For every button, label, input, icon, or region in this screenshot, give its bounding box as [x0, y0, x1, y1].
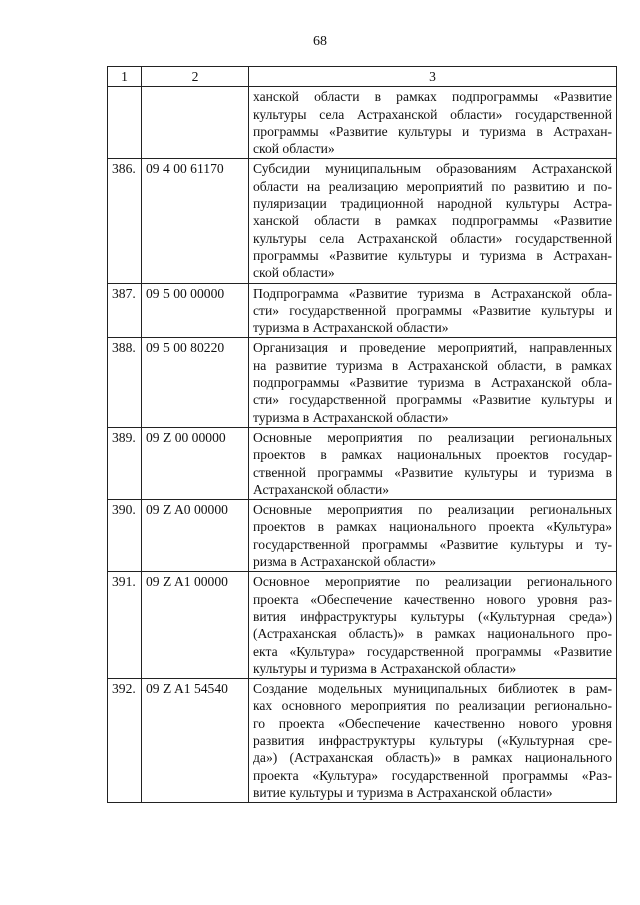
- row-number: 390.: [108, 500, 142, 572]
- description-line: программы «Развитие культуры и туризма в Астрахан-: [253, 123, 612, 139]
- table-row: [108, 87, 617, 159]
- description-line: пуляризации традиционной народной культуры Астра-: [253, 196, 612, 212]
- description-line: Астраханской области»: [253, 481, 390, 497]
- description-line: культуры и туризма в Астраханской области»: [253, 660, 517, 676]
- description-line: (Астраханская область)» в рамках национального про-: [253, 626, 612, 642]
- row-number: 386.: [108, 159, 142, 283]
- description-line: развития инфраструктуры культуры («Культурная сре-: [253, 732, 612, 748]
- description-line: Субсидии муниципальным образованиям Астраханской: [253, 161, 612, 177]
- description-line: проекта «Обеспечение качественно нового уровня раз-: [253, 591, 612, 607]
- item-description: [249, 679, 617, 803]
- description-line: Подпрограмма «Развитие туризма в Астраханской обла-: [253, 285, 612, 301]
- classification-code: 09 5 00 00000: [142, 283, 249, 338]
- item-description: [249, 572, 617, 679]
- classification-code: [142, 87, 249, 159]
- description-line: Организация и проведение мероприятий, направленных: [253, 340, 612, 356]
- description-line: го проекта «Обеспечение качественно нового уровня: [253, 715, 612, 731]
- description-line: екта «Культура» государственной программы «Развитие: [253, 643, 612, 659]
- row-number: 392.: [108, 679, 142, 803]
- description-line: сти» государственной программы «Развитие культуры и: [253, 302, 612, 318]
- classification-code: 09 Z A1 00000: [142, 572, 249, 679]
- classification-code: 09 5 00 80220: [142, 338, 249, 427]
- table-row: [108, 283, 617, 338]
- item-description: [249, 338, 617, 427]
- description-line: ризма в Астраханской области»: [253, 554, 437, 570]
- description-line: Основные мероприятия по реализации региональных: [253, 502, 612, 518]
- row-number: [108, 87, 142, 159]
- item-description: [249, 427, 617, 499]
- description-line: Основные мероприятия по реализации региональных: [253, 429, 612, 445]
- classification-code: 09 4 00 61170: [142, 159, 249, 283]
- description-line: области на реализацию мероприятий по развитию и по-: [253, 178, 612, 194]
- header-col-1: 1: [108, 67, 142, 87]
- item-description: [249, 283, 617, 338]
- description-line: подпрограммы «Развитие туризма в Астраханской обла-: [253, 375, 612, 391]
- description-line: витие культуры и туризма в Астраханской области»: [253, 784, 553, 800]
- table-row: [108, 427, 617, 499]
- table-row: [108, 500, 617, 572]
- classification-code: 09 Z A1 54540: [142, 679, 249, 803]
- page-number: 68: [313, 34, 327, 49]
- description-line: Основное мероприятие по реализации регионального: [253, 574, 612, 590]
- description-line: проекта «Культура» государственной программы «Раз-: [253, 767, 612, 783]
- description-line: туризма в Астраханской области»: [253, 409, 449, 425]
- item-description: [249, 159, 617, 283]
- table-body: [108, 87, 617, 803]
- table-row: [108, 679, 617, 803]
- table-row: [108, 572, 617, 679]
- classification-code: 09 Z 00 00000: [142, 427, 249, 499]
- description-line: проектов в рамках национального проекта «Культура»: [253, 519, 612, 535]
- classification-code: 09 Z A0 00000: [142, 500, 249, 572]
- description-line: Создание модельных муниципальных библиотек в рам-: [253, 681, 612, 697]
- row-number: 391.: [108, 572, 142, 679]
- row-number: 388.: [108, 338, 142, 427]
- table-row: [108, 338, 617, 427]
- item-description: [249, 500, 617, 572]
- description-line: ственной программы «Развитие культуры и туризма в: [253, 464, 612, 480]
- description-line: ской области»: [253, 265, 335, 281]
- row-number: 387.: [108, 283, 142, 338]
- description-line: ханской области в рамках подпрограммы «Развитие: [253, 89, 612, 105]
- table-row: [108, 159, 617, 283]
- description-line: на развитие туризма в Астраханской области, в рамках: [253, 357, 612, 373]
- description-line: сти» государственной программы «Развитие культуры и: [253, 392, 612, 408]
- header-col-3: 3: [249, 67, 617, 87]
- description-line: культуры села Астраханской области» государственной: [253, 230, 612, 246]
- item-description: [249, 87, 617, 159]
- budget-classification-table: [107, 66, 617, 803]
- description-line: туризма в Астраханской области»: [253, 320, 449, 336]
- description-line: ской области»: [253, 141, 335, 157]
- table-header-row: [108, 67, 617, 87]
- description-line: ках основного мероприятия по реализации регионально-: [253, 698, 612, 714]
- description-line: государственной программы «Развитие культуры и ту-: [253, 536, 612, 552]
- header-col-2: 2: [142, 67, 249, 87]
- description-line: ханской области в рамках подпрограммы «Развитие: [253, 213, 612, 229]
- description-line: вития инфраструктуры культуры («Культурная среда»): [253, 608, 612, 624]
- description-line: проектов в рамках национальных проектов государ-: [253, 447, 612, 463]
- description-line: культуры села Астраханской области» государственной: [253, 106, 612, 122]
- description-line: да») (Астраханская область)» в рамках национального: [253, 750, 612, 766]
- row-number: 389.: [108, 427, 142, 499]
- description-line: программы «Развитие культуры и туризма в Астрахан-: [253, 247, 612, 263]
